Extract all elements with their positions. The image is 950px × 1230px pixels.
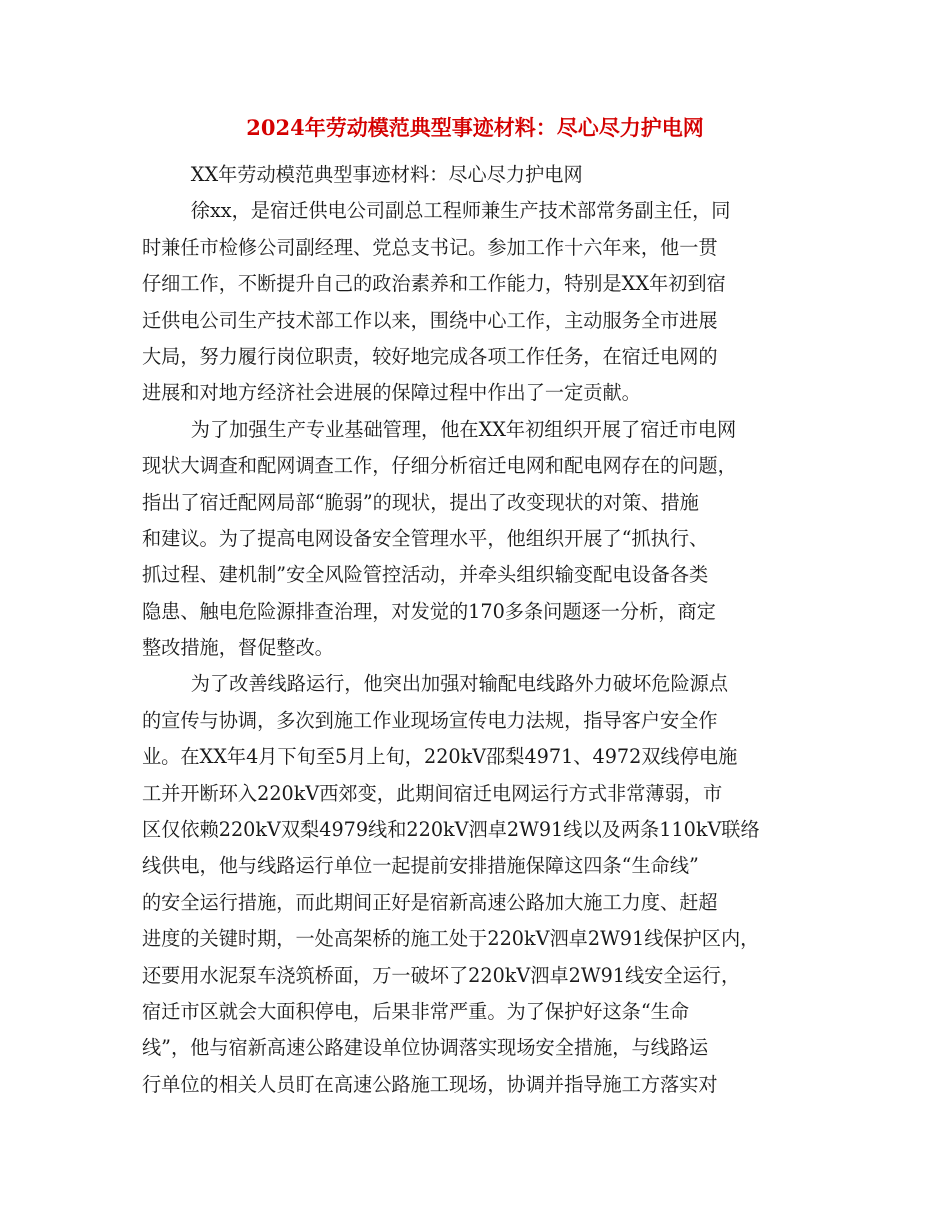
body-text-line: 线供电，他与线路运行单位一起提前安排措施保障这四条“生命线” (142, 854, 699, 878)
body-text-line: 徐xx，是宿迁供电公司副总工程师兼生产技术部常务副主任，同 (142, 199, 731, 223)
body-text-line: 工并开断环入220kV西郊变，此期间宿迁电网运行方式非常薄弱，市 (142, 781, 723, 805)
body-text-line: 线”，他与宿新高速公路建设单位协调落实现场安全措施，与线路运 (142, 1036, 709, 1060)
body-text-line: 业。在XX年4月下旬至5月上旬，220kV邵梨4971、4972双线停电施 (142, 745, 738, 769)
body-text-line: XX年劳动模范典型事迹材料：尽心尽力护电网 (142, 163, 583, 186)
body-text-line: 区仅依赖220kV双梨4979线和220kV泗卓2W91线以及两条110kV联络 (142, 818, 760, 842)
body-text-line: 的宣传与协调，多次到施工作业现场宣传电力法规，指导客户安全作 (142, 708, 718, 732)
body-text-line: 行单位的相关人员盯在高速公路施工现场，协调并指导施工方落实对 (142, 1072, 718, 1096)
body-text-line: 指出了宿迁配网局部“脆弱”的现状，提出了改变现状的对策、措施 (142, 490, 699, 514)
body-text-line: 时兼任市检修公司副经理、党总支书记。参加工作十六年来，他一贯 (142, 235, 718, 259)
body-text-line: 为了加强生产专业基础管理，他在XX年初组织开展了宿迁市电网 (142, 417, 737, 441)
body-text-line: 大局，努力履行岗位职责，较好地完成各项工作任务，在宿迁电网的 (142, 344, 718, 368)
body-text-line: 抓过程、建机制”安全风险管控活动，并牵头组织输变配电设备各类 (142, 563, 709, 587)
body-text-line: 隐患、触电危险源排查治理，对发觉的170多条问题逐一分析，商定 (142, 599, 716, 623)
body-text-line: 还要用水泥泵车浇筑桥面，万一破坏了220kV泗卓2W91线安全运行， (142, 963, 741, 987)
body-text-line: 进展和对地方经济社会进展的保障过程中作出了一定贡献。 (142, 381, 641, 405)
body-text-line: 的安全运行措施，而此期间正好是宿新高速公路加大施工力度、赶超 (142, 890, 718, 914)
body-text-line: 整改措施，督促整改。 (142, 636, 334, 660)
body-text-line: 仔细工作，不断提升自己的政治素养和工作能力，特别是XX年初到宿 (142, 272, 726, 296)
document-body (142, 157, 808, 1103)
body-text-line: 为了改善线路运行，他突出加强对输配电线路外力破坏危险源点 (142, 672, 729, 696)
body-text-line: 宿迁市区就会大面积停电，后果非常严重。为了保护好这条“生命 (142, 999, 690, 1023)
document-title: 2024年劳动模范典型事迹材料：尽心尽力护电网 (246, 115, 704, 140)
body-text-line: 和建议。为了提高电网设备安全管理水平，他组织开展了“抓执行、 (142, 526, 709, 550)
body-text-line: 现状大调查和配网调查工作，仔细分析宿迁电网和配电网存在的问题， (142, 454, 737, 478)
body-text-line: 进度的关键时期，一处高架桥的施工处于220kV泗卓2W91线保护区内， (142, 927, 760, 951)
body-text-line: 迁供电公司生产技术部工作以来，围绕中心工作，主动服务全市进展 (142, 308, 718, 332)
